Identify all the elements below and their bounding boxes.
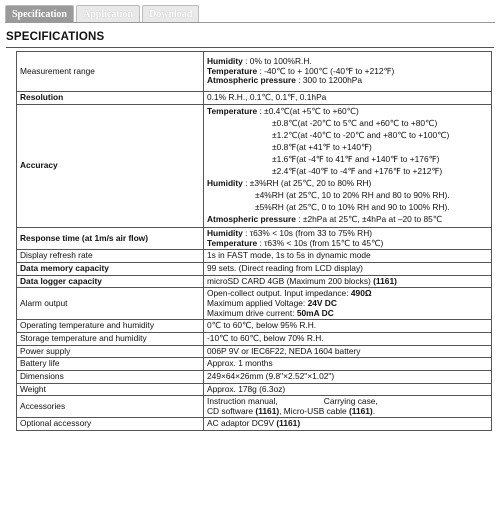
value-humidity-line: ±5%RH (at 25℃, 0 to 10% RH and 90 to 100% RH).	[255, 202, 450, 213]
row-value-operating: 0℃ to 60℃, below 95% R.H.	[204, 320, 492, 333]
value-bold: 24V DC	[307, 297, 337, 308]
page-title: SPECIFICATIONS	[6, 31, 105, 43]
row-value-data-memory: 99 sets. (Direct reading from LCD display)	[204, 262, 492, 275]
row-label-alarm-output: Alarm output	[17, 288, 204, 320]
table-row	[17, 370, 492, 383]
key-humidity: Humidity	[207, 227, 243, 238]
tab-download[interactable]: Download	[142, 5, 199, 23]
row-value-accuracy	[204, 104, 492, 227]
value-pressure: : ±2hPa at 25℃, ±4hPa at –20 to 85℃	[295, 214, 443, 225]
row-value-response-time	[204, 227, 492, 249]
row-value-resolution: 0.1% R.H., 0.1℃, 0.1℉, 0.1hPa	[204, 92, 492, 105]
value-text: Open-collect output. Input impedance:	[207, 288, 351, 299]
row-value-accessories	[204, 396, 492, 418]
row-value-weight: Approx. 178g (6.3oz)	[204, 383, 492, 396]
table-row	[17, 250, 492, 263]
table-row	[17, 92, 492, 105]
value-text: Instruction manual,	[207, 396, 278, 407]
value-temp-line: ±0.8℃(at -20℃ to 5℃ and +60℃ to +80℃)	[272, 117, 438, 128]
key-humidity: Humidity	[207, 56, 243, 67]
table-row	[17, 345, 492, 358]
table-row	[17, 358, 492, 371]
value-temp-line: ±1.2℃(at -40℃ to -20℃ and +80℃ to +100℃)	[272, 129, 450, 140]
row-label-measurement-range: Measurement range	[17, 52, 204, 92]
value-temp-line: : ±0.4℃(at +5℃ to +60℃)	[257, 105, 359, 116]
row-value-display-refresh: 1s in FAST mode, 1s to 5s in dynamic mode	[204, 250, 492, 263]
table-row	[17, 383, 492, 396]
row-label-display-refresh: Display refresh rate	[17, 250, 204, 263]
row-label-response-time: Response time (at 1m/s air flow)	[17, 227, 204, 249]
specifications-table	[16, 51, 492, 431]
model-note: (1161)	[348, 405, 373, 416]
value-humidity-line: ±4%RH (at 25℃, 10 to 20% RH and 80 to 90% RH).	[255, 190, 450, 201]
value-temperature: : -40℃ to + 100℃ (-40℉ to +212℉)	[257, 65, 395, 76]
row-value-measurement-range	[204, 52, 492, 92]
value-text: CD software	[207, 405, 256, 416]
row-value-data-logger	[204, 275, 492, 288]
value-temp-line: ±0.8℉(at +41℉ to +140℉)	[272, 141, 372, 152]
heading-divider	[6, 47, 494, 48]
row-value-power: 006P 9V or IEC6F22, NEDA 1604 battery	[204, 345, 492, 358]
key-pressure: Atmospheric pressure	[207, 214, 296, 225]
value-text: .	[372, 405, 376, 416]
tab-application[interactable]: Application	[76, 5, 140, 23]
value-text: microSD CARD 4GB (Maximum 200 blocks)	[207, 275, 374, 286]
value-text: , Micro-USB cable	[279, 405, 349, 416]
value-text: Maximum applied Voltage:	[207, 297, 308, 308]
table-row	[17, 418, 492, 431]
tab-underline	[5, 22, 495, 23]
value-humidity: : 0% to 100%R.H.	[242, 56, 312, 67]
row-label-dimensions: Dimensions	[17, 370, 204, 383]
row-value-alarm-output	[204, 288, 492, 320]
row-value-storage: -10℃ to 60℃, below 70% R.H.	[204, 332, 492, 345]
row-value-dimensions: 249×64×26mm (9.8"×2.52"×1.02")	[204, 370, 492, 383]
table-row	[17, 227, 492, 249]
row-label-accessories: Accessories	[17, 396, 204, 418]
key-pressure: Atmospheric pressure	[207, 75, 296, 86]
row-label-battery: Battery life	[17, 358, 204, 371]
key-temperature: Temperature	[207, 237, 258, 248]
row-label-weight: Weight	[17, 383, 204, 396]
table-row	[17, 320, 492, 333]
row-value-optional	[204, 418, 492, 431]
row-value-battery: Approx. 1 months	[204, 358, 492, 371]
key-temperature: Temperature	[207, 65, 258, 76]
row-label-resolution: Resolution	[17, 92, 204, 105]
row-label-accuracy: Accuracy	[17, 104, 204, 227]
key-humidity: Humidity	[207, 178, 243, 189]
key-temperature: Temperature	[207, 105, 258, 116]
tab-bar	[5, 5, 199, 22]
row-label-power: Power supply	[17, 345, 204, 358]
model-note: (1161)	[373, 275, 397, 286]
tab-specification[interactable]: Specification	[5, 5, 74, 23]
value-text: Carrying case,	[323, 396, 378, 407]
table-row	[17, 262, 492, 275]
value-bold: 50mA DC	[296, 307, 334, 318]
row-label-operating: Operating temperature and humidity	[17, 320, 204, 333]
value-text: AC adaptor DC9V	[207, 418, 277, 429]
row-label-storage: Storage temperature and humidity	[17, 332, 204, 345]
value-text: Maximum drive current:	[207, 307, 297, 318]
value-temp-line: ±2.4℉(at -40℉ to -4℉ and +176℉ to +212℉)	[272, 166, 443, 176]
row-label-data-logger: Data logger capacity	[17, 275, 204, 288]
table-row	[17, 332, 492, 345]
row-label-optional: Optional accessory	[17, 418, 204, 431]
table-row	[17, 275, 492, 288]
table-row	[17, 396, 492, 418]
model-note: (1161)	[276, 418, 301, 429]
table-row	[17, 52, 492, 92]
value-temperature: : τ63% < 10s (from 15℃ to 45℃)	[257, 237, 384, 248]
table-row	[17, 104, 492, 227]
table-row	[17, 288, 492, 320]
value-humidity: : τ63% < 10s (from 33 to 75% RH)	[242, 227, 373, 238]
value-temp-line: ±1.6℉(at -4℉ to 41℉ and +140℉ to +176℉)	[272, 153, 440, 164]
row-label-data-memory: Data memory capacity	[17, 262, 204, 275]
value-pressure: : 300 to 1200hPa	[295, 75, 363, 86]
model-note: (1161)	[255, 405, 280, 416]
value-humidity-line: : ±3%RH (at 25℃, 20 to 80% RH)	[242, 178, 372, 189]
value-bold: 490Ω	[350, 288, 372, 299]
